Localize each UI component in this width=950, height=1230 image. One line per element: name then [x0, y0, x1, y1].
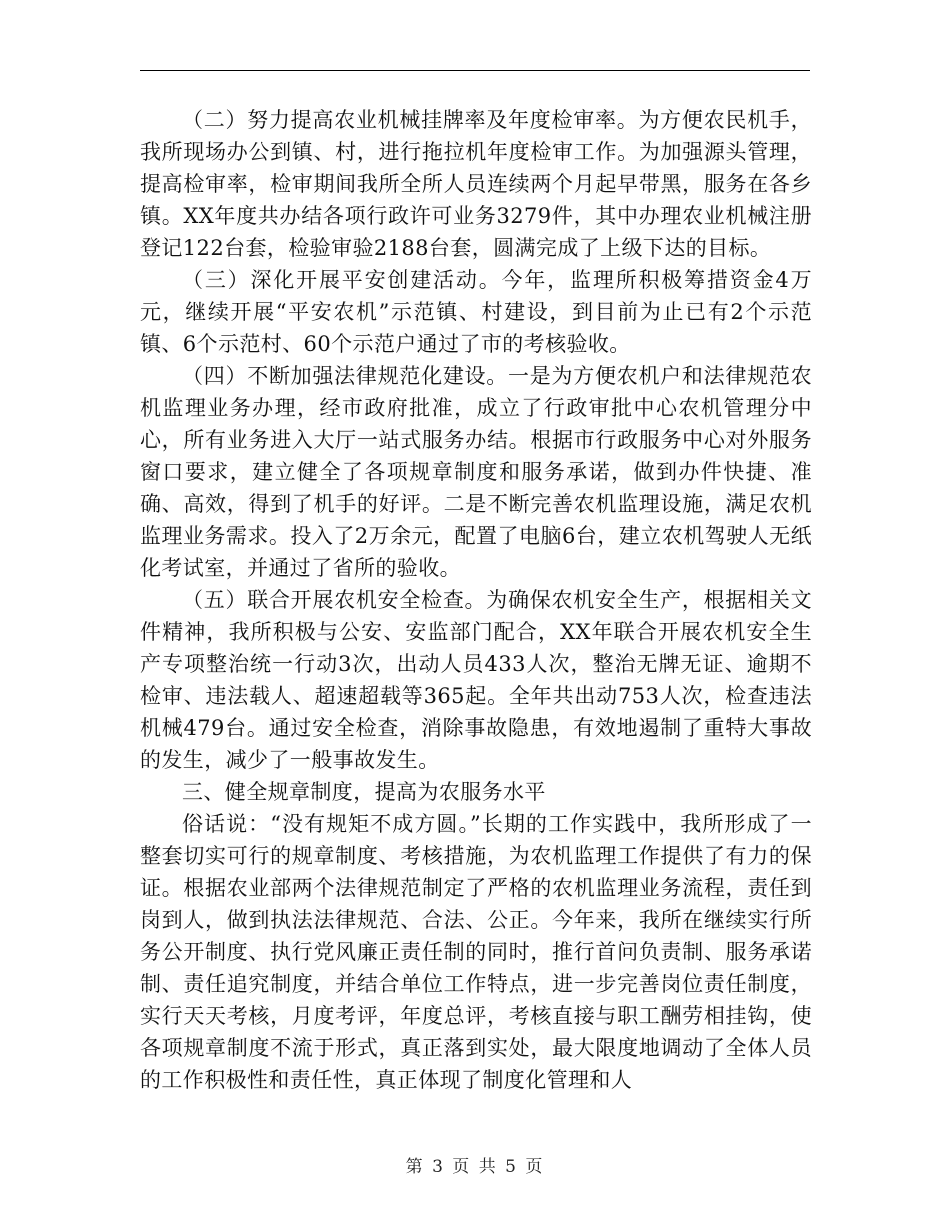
paragraph-section-3: （三）深化开展平安创建活动。今年，监理所积极筹措资金4万元，继续开展“平安农机”示范镇、村建设，到目前为止已有2个示范镇、6个示范村、60个示范户通过了市的考核验收。 — [140, 268, 812, 356]
paragraph-section-5: （五）联合开展农机安全检查。为确保农机安全生产，根据相关文件精神，我所积极与公安、安监部门配合，XX年联合开展农机安全生产专项整治统一行动3次，出动人员433人次，整治无牌无证、逾期不检审、违法载人、超速超载等365起。全年共出动753人次，检查违法机械479台。通过安全检查，消除事故隐患，有效地遏制了重特大事故的发生，减少了一般事故发生。 — [140, 588, 812, 772]
body-text — [140, 104, 812, 1096]
paragraph-section-2: （二）努力提高农业机械挂牌率及年度检审率。为方便农民机手，我所现场办公到镇、村，进行拖拉机年度检审工作。为加强源头管理，提高检审率，检审期间我所全所人员连续两个月起早带黑，服务在各乡镇。XX年度共办结各项行政许可业务3279件，其中办理农业机械注册登记122台套，检验审验2188台套，圆满完成了上级下达的目标。 — [140, 108, 812, 260]
page-footer: 第 3 页 共 5 页 — [405, 1157, 545, 1177]
paragraph-section-4: （四）不断加强法律规范化建设。一是为方便农机户和法律规范农机监理业务办理，经市政府批准，成立了行政审批中心农机管理分中心，所有业务进入大厅一站式服务办结。根据市行政服务中心对外服务窗口要求，建立健全了各项规章制度和服务承诺，做到办件快捷、准确、高效，得到了机手的好评。二是不断完善农机监理设施，满足农机监理业务需求。投入了2万余元，配置了电脑6台，建立农机驾驶人无纸化考试室，并通过了省所的验收。 — [140, 364, 812, 580]
section-heading: 三、健全规章制度，提高为农服务水平 — [182, 780, 546, 804]
header-rule — [140, 70, 810, 71]
paragraph-regulations: 俗话说：“没有规矩不成方圆。”长期的工作实践中，我所形成了一整套切实可行的规章制度、考核措施，为农机监理工作提供了有力的保证。根据农业部两个法律规范制定了严格的农机监理业务流程，责任到岗到人，做到执法法律规范、合法、公正。今年来，我所在继续实行所务公开制度、执行党风廉正责任制的同时，推行首问负责制、服务承诺制、责任追究制度，并结合单位工作特点，进一步完善岗位责任制度，实行天天考核，月度考评，年度总评，考核直接与职工酬劳相挂钩，使各项规章制度不流于形式，真正落到实处，最大限度地调动了全体人员的工作积极性和责任性，真正体现了制度化管理和人 — [140, 812, 812, 1092]
